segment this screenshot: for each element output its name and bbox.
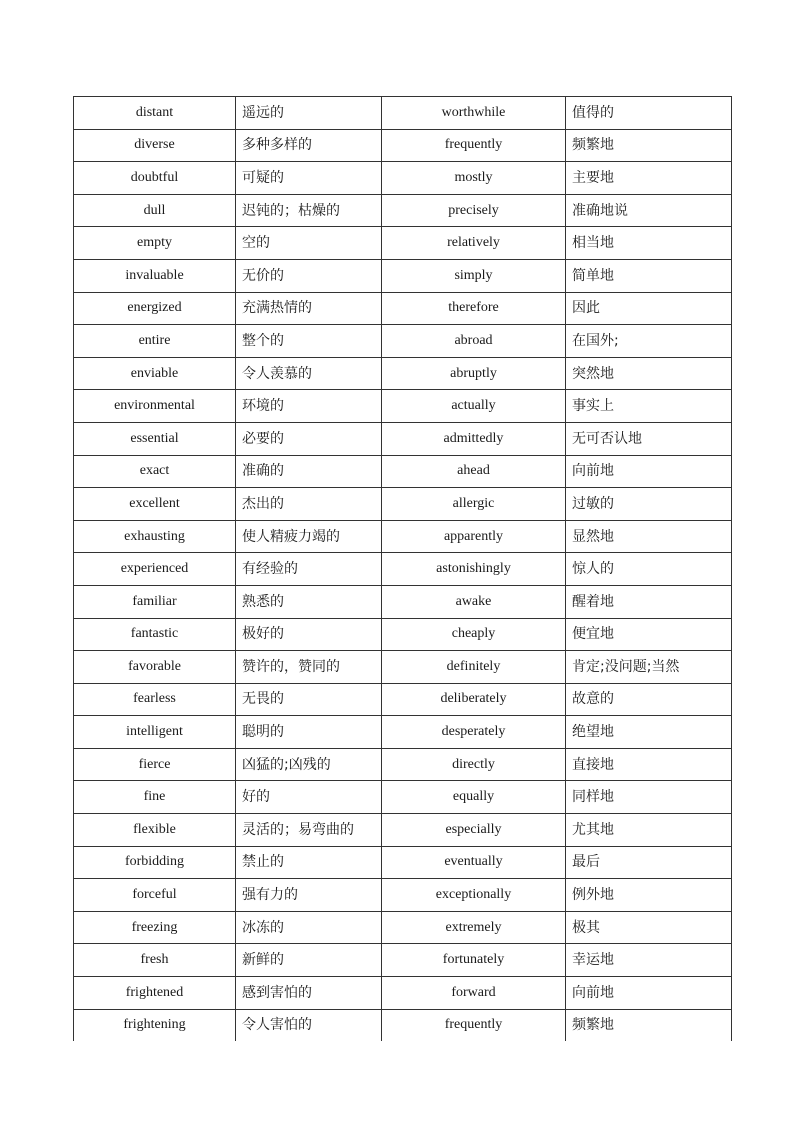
english-word: fantastic [74,618,236,651]
english-word: frightening [74,1009,236,1041]
table-row [74,651,732,684]
english-word: freezing [74,911,236,944]
chinese-meaning: 便宜地 [566,618,732,651]
english-word: intelligent [74,716,236,749]
english-word: relatively [382,227,566,260]
table-row [74,259,732,292]
table-row [74,683,732,716]
chinese-meaning: 整个的 [236,325,382,358]
table-row [74,846,732,879]
chinese-meaning: 频繁地 [566,129,732,162]
chinese-meaning: 同样地 [566,781,732,814]
english-word: extremely [382,911,566,944]
table-row [74,911,732,944]
english-word: essential [74,422,236,455]
english-word: abroad [382,325,566,358]
table-row [74,292,732,325]
english-word: frequently [382,1009,566,1041]
table-row [74,455,732,488]
table-row [74,977,732,1010]
chinese-meaning: 向前地 [566,977,732,1010]
english-word: exact [74,455,236,488]
english-word: fierce [74,748,236,781]
english-word: dull [74,194,236,227]
english-word: energized [74,292,236,325]
chinese-meaning: 极好的 [236,618,382,651]
english-word: mostly [382,162,566,195]
english-word: eventually [382,846,566,879]
english-word: apparently [382,520,566,553]
chinese-meaning: 冰冻的 [236,911,382,944]
chinese-meaning: 最后 [566,846,732,879]
table-row [74,520,732,553]
chinese-meaning: 因此 [566,292,732,325]
table-row [74,1009,732,1041]
english-word: fresh [74,944,236,977]
english-word: enviable [74,357,236,390]
table-row [74,618,732,651]
english-word: simply [382,259,566,292]
english-word: fearless [74,683,236,716]
chinese-meaning: 频繁地 [566,1009,732,1041]
english-word: directly [382,748,566,781]
chinese-meaning: 事实上 [566,390,732,423]
table-row [74,97,732,130]
chinese-meaning: 使人精疲力竭的 [236,520,382,553]
table-row [74,357,732,390]
english-word: fine [74,781,236,814]
chinese-meaning: 在国外; [566,325,732,358]
english-word: cheaply [382,618,566,651]
english-word: ahead [382,455,566,488]
english-word: frequently [382,129,566,162]
chinese-meaning: 迟钝的；枯燥的 [236,194,382,227]
table-row [74,814,732,847]
chinese-meaning: 过敏的 [566,488,732,521]
english-word: definitely [382,651,566,684]
chinese-meaning: 空的 [236,227,382,260]
chinese-meaning: 向前地 [566,455,732,488]
english-word: allergic [382,488,566,521]
chinese-meaning: 禁止的 [236,846,382,879]
table-row [74,879,732,912]
chinese-meaning: 准确的 [236,455,382,488]
english-word: exceptionally [382,879,566,912]
english-word: fortunately [382,944,566,977]
english-word: experienced [74,553,236,586]
chinese-meaning: 幸运地 [566,944,732,977]
english-word: distant [74,97,236,130]
table-row [74,390,732,423]
chinese-meaning: 杰出的 [236,488,382,521]
chinese-meaning: 多种多样的 [236,129,382,162]
table-row [74,129,732,162]
table-row [74,162,732,195]
chinese-meaning: 绝望地 [566,716,732,749]
table-row [74,194,732,227]
chinese-meaning: 惊人的 [566,553,732,586]
vocabulary-table [73,96,732,1041]
table-row [74,227,732,260]
english-word: especially [382,814,566,847]
chinese-meaning: 显然地 [566,520,732,553]
chinese-meaning: 新鲜的 [236,944,382,977]
english-word: familiar [74,585,236,618]
english-word: awake [382,585,566,618]
english-word: exhausting [74,520,236,553]
english-word: admittedly [382,422,566,455]
english-word: diverse [74,129,236,162]
english-word: flexible [74,814,236,847]
english-word: abruptly [382,357,566,390]
chinese-meaning: 有经验的 [236,553,382,586]
english-word: invaluable [74,259,236,292]
table-row [74,585,732,618]
vocabulary-table-body [74,97,732,1042]
english-word: favorable [74,651,236,684]
chinese-meaning: 醒着地 [566,585,732,618]
english-word: equally [382,781,566,814]
english-word: deliberately [382,683,566,716]
chinese-meaning: 突然地 [566,357,732,390]
chinese-meaning: 直接地 [566,748,732,781]
table-row [74,944,732,977]
chinese-meaning: 极其 [566,911,732,944]
chinese-meaning: 尤其地 [566,814,732,847]
chinese-meaning: 无价的 [236,259,382,292]
chinese-meaning: 感到害怕的 [236,977,382,1010]
chinese-meaning: 无畏的 [236,683,382,716]
chinese-meaning: 值得的 [566,97,732,130]
chinese-meaning: 令人羡慕的 [236,357,382,390]
chinese-meaning: 可疑的 [236,162,382,195]
table-row [74,781,732,814]
chinese-meaning: 相当地 [566,227,732,260]
chinese-meaning: 例外地 [566,879,732,912]
english-word: forceful [74,879,236,912]
english-word: excellent [74,488,236,521]
table-row [74,716,732,749]
chinese-meaning: 强有力的 [236,879,382,912]
english-word: frightened [74,977,236,1010]
chinese-meaning: 主要地 [566,162,732,195]
english-word: forbidding [74,846,236,879]
table-row [74,488,732,521]
chinese-meaning: 简单地 [566,259,732,292]
table-row [74,422,732,455]
chinese-meaning: 熟悉的 [236,585,382,618]
english-word: astonishingly [382,553,566,586]
english-word: actually [382,390,566,423]
english-word: precisely [382,194,566,227]
table-row [74,325,732,358]
chinese-meaning: 故意的 [566,683,732,716]
english-word: desperately [382,716,566,749]
chinese-meaning: 凶猛的;凶残的 [236,748,382,781]
chinese-meaning: 聪明的 [236,716,382,749]
english-word: doubtful [74,162,236,195]
chinese-meaning: 灵活的；易弯曲的 [236,814,382,847]
chinese-meaning: 遥远的 [236,97,382,130]
english-word: worthwhile [382,97,566,130]
chinese-meaning: 环境的 [236,390,382,423]
english-word: entire [74,325,236,358]
chinese-meaning: 准确地说 [566,194,732,227]
chinese-meaning: 必要的 [236,422,382,455]
english-word: empty [74,227,236,260]
chinese-meaning: 赞许的，赞同的 [236,651,382,684]
table-row [74,748,732,781]
chinese-meaning: 充满热情的 [236,292,382,325]
chinese-meaning: 好的 [236,781,382,814]
english-word: forward [382,977,566,1010]
english-word: environmental [74,390,236,423]
chinese-meaning: 无可否认地 [566,422,732,455]
table-row [74,553,732,586]
english-word: therefore [382,292,566,325]
chinese-meaning: 令人害怕的 [236,1009,382,1041]
chinese-meaning: 肯定;没问题;当然 [566,651,732,684]
